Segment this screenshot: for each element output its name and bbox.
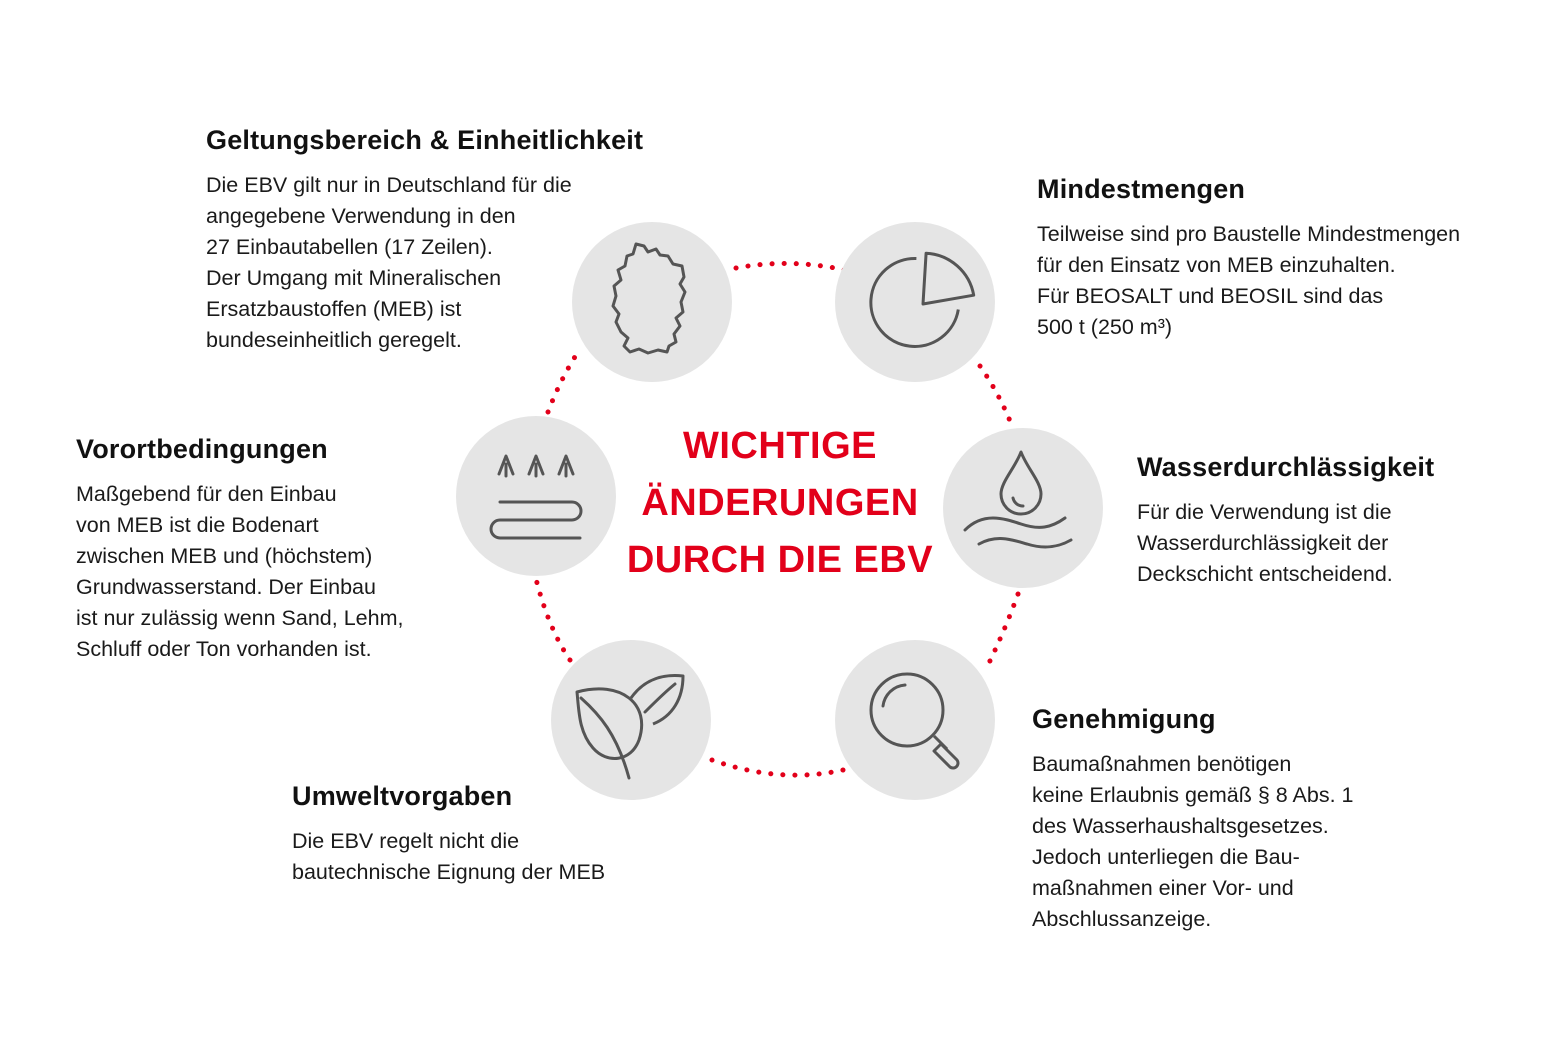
center-title-line-1: WICHTIGE <box>683 425 877 467</box>
block-vorortbedingungen-title: Vorortbedingungen <box>76 434 328 464</box>
block-genehmigung <box>1032 702 1354 935</box>
block-vorortbedingungen <box>76 432 403 665</box>
pie-chart-icon <box>835 222 995 382</box>
center-title <box>600 418 960 589</box>
block-mindestmengen-title: Mindestmengen <box>1037 174 1246 204</box>
center-title-line-3: DURCH DIE EBV <box>626 539 934 581</box>
magnifier-icon <box>835 640 995 800</box>
magnifier-circle <box>835 640 995 800</box>
water-drop-icon <box>943 428 1103 588</box>
block-umweltvorgaben-title: Umweltvorgaben <box>292 781 513 811</box>
block-genehmigung-text: Baumaßnahmen benötigen keine Erlaubnis gemäß § 8 Abs. 1 des Wasserhaushaltsgesetzes. Jedoch unterliegen die Bau- maßnahmen einer Vor- und Abschlussanzeige. <box>1032 752 1354 931</box>
block-geltungsbereich <box>206 123 643 356</box>
block-wasserdurchlaessigkeit <box>1137 450 1434 590</box>
groundwater-arrows-circle <box>456 416 616 576</box>
block-mindestmengen-text: Teilweise sind pro Baustelle Mindestmengen für den Einsatz von MEB einzuhalten. Für BEOSALT und BEOSIL sind das 500 t (250 m³) <box>1037 222 1461 339</box>
leaves-circle <box>551 640 711 800</box>
block-genehmigung-title: Genehmigung <box>1032 704 1216 734</box>
block-umweltvorgaben <box>292 779 605 888</box>
block-vorortbedingungen-text: Maßgebend für den Einbau von MEB ist die Bodenart zwischen MEB und (höchstem) Grundwasserstand. Der Einbau ist nur zulässig wenn Sand, Lehm, Schluff oder Ton vorhanden ist. <box>76 482 404 661</box>
block-umweltvorgaben-text: Die EBV regelt nicht die bautechnische Eignung der MEB <box>292 829 606 884</box>
water-drop-circle <box>943 428 1103 588</box>
connector-magnifier-leaves <box>712 760 843 775</box>
block-wasserdurchlaessigkeit-text: Für die Verwendung ist die Wasserdurchlässigkeit der Deckschicht entscheidend. <box>1137 500 1393 586</box>
block-geltungsbereich-title: Geltungsbereich & Einheitlichkeit <box>206 125 644 155</box>
center-title-line-2: ÄNDERUNGEN <box>641 482 919 524</box>
leaves-icon <box>551 640 711 800</box>
pie-chart-circle <box>835 222 995 382</box>
block-wasserdurchlaessigkeit-title: Wasserdurchlässigkeit <box>1137 452 1435 482</box>
block-mindestmengen <box>1037 172 1460 343</box>
connector-germany-pie <box>736 263 845 270</box>
groundwater-arrows-icon <box>456 416 616 576</box>
block-geltungsbereich-text: Die EBV gilt nur in Deutschland für die angegebene Verwendung in den 27 Einbautabellen (17 Zeilen). Der Umgang mit Mineralischen Ersatzbaustoffen (MEB) ist bundeseinheitlich geregelt. <box>206 173 572 352</box>
